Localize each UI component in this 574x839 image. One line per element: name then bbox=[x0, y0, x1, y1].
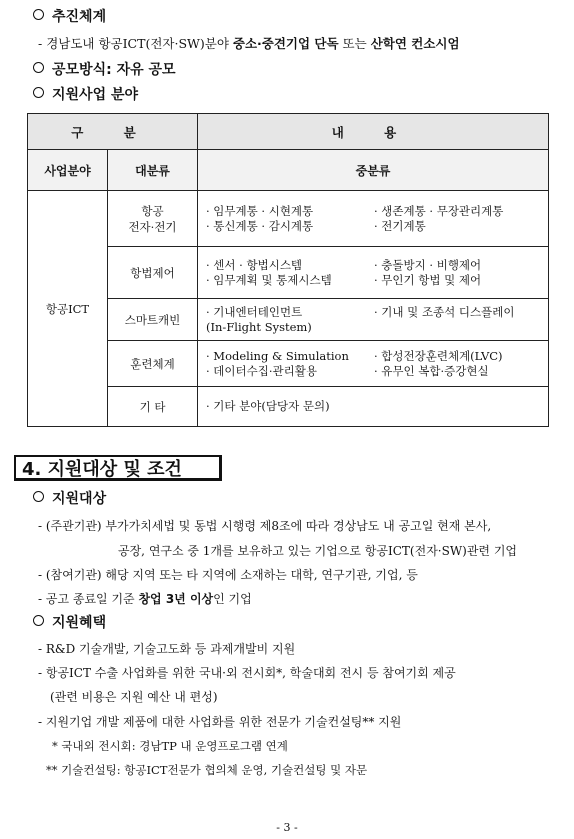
major-cell: 항법제어 bbox=[108, 247, 198, 299]
item-text: · 유무인 복합·증강현실 bbox=[374, 363, 489, 378]
line-text: 또는 bbox=[338, 36, 371, 51]
page-number: - 3 - bbox=[276, 821, 298, 834]
circle-bullet-icon bbox=[33, 87, 44, 98]
major-cell: 스마트캐빈 bbox=[108, 299, 198, 341]
heading-promotion-system bbox=[33, 6, 106, 26]
target-line bbox=[38, 590, 252, 607]
heading-text: 지원사업 분야 bbox=[52, 87, 139, 103]
support-field-table bbox=[27, 113, 549, 427]
item-text: · 통신계통 · 감시계통 bbox=[206, 218, 314, 233]
heading-text: 지원혜택 bbox=[52, 615, 107, 631]
circle-bullet-icon bbox=[33, 9, 44, 20]
item-text: · 임무계통 · 시현계통 bbox=[206, 203, 314, 218]
circle-bullet-icon bbox=[33, 615, 44, 626]
item-text: · 무인기 항법 및 제어 bbox=[374, 272, 482, 287]
header-content: 내 용 bbox=[198, 114, 549, 150]
item-text: · 합성전장훈련체계(LVC) bbox=[374, 348, 503, 363]
mid-cell bbox=[198, 247, 549, 299]
benefit-line: (관련 비용은 지원 예산 내 편성) bbox=[50, 690, 218, 704]
benefit-line: - 지원기업 개발 제품에 대한 사업화를 위한 전문가 기술컨설팅** 지원 bbox=[38, 715, 402, 729]
target-line: 공장, 연구소 중 1개를 보유하고 있는 기업으로 항공ICT(전자·SW)관련 기업 bbox=[118, 544, 518, 558]
heading-text: 공모방식: 자유 공모 bbox=[52, 62, 176, 78]
major-cell: 훈련체계 bbox=[108, 341, 198, 387]
table-subheader-row bbox=[28, 150, 549, 191]
item-text: · 전기계통 bbox=[374, 218, 426, 233]
item-text: · Modeling & Simulation bbox=[206, 348, 349, 363]
major-text: 항공 bbox=[141, 203, 164, 218]
mid-cell bbox=[198, 341, 549, 387]
item-text: · 생존계통 · 무장관리계통 bbox=[374, 203, 504, 218]
mid-cell bbox=[198, 387, 549, 427]
target-line: - (주관기관) 부가가치세법 및 동법 시행령 제8조에 따라 경상남도 내 공고일 현재 본사, bbox=[38, 519, 492, 533]
item-text: (In-Flight System) bbox=[206, 319, 312, 334]
header-major: 대분류 bbox=[108, 150, 198, 191]
major-cell: 기 타 bbox=[108, 387, 198, 427]
major-cell bbox=[108, 191, 198, 247]
table-header-row bbox=[28, 114, 549, 150]
benefit-line: - 항공ICT 수출 사업화를 위한 국내·외 전시회*, 학술대회 전시 등 참여기회 제공 bbox=[38, 666, 456, 680]
line-text: - 공고 종료일 기준 bbox=[38, 592, 139, 606]
circle-bullet-icon bbox=[33, 62, 44, 73]
item-text: · 기내 및 조종석 디스플레이 bbox=[374, 304, 515, 319]
header-gubun: 구 분 bbox=[28, 114, 198, 150]
item-text: · 기내엔터테인먼트 bbox=[206, 304, 303, 319]
line-bold-text: 중소·중견기업 단독 bbox=[232, 36, 339, 51]
mid-cell bbox=[198, 191, 549, 247]
item-text: · 기타 분야(담당자 문의) bbox=[206, 399, 330, 413]
heading-text: 추진체계 bbox=[52, 9, 107, 25]
header-field: 사업분야 bbox=[28, 150, 108, 191]
line-text: 인 기업 bbox=[213, 592, 252, 606]
line-bold-text: 산학연 컨소시엄 bbox=[370, 36, 460, 51]
table-row bbox=[28, 191, 549, 247]
benefit-line: - R&D 기술개발, 기술고도화 등 과제개발비 지원 bbox=[38, 642, 296, 656]
heading-recruit-method bbox=[33, 59, 176, 79]
item-text: · 센서 · 항법시스템 bbox=[206, 257, 303, 272]
target-line: - (참여기관) 해당 지역 또는 타 지역에 소재하는 대학, 연구기관, 기업, 등 bbox=[38, 568, 418, 582]
heading-support-field bbox=[33, 84, 138, 104]
header-mid: 중분류 bbox=[198, 150, 549, 191]
circle-bullet-icon bbox=[33, 491, 44, 502]
section-4-title: 4. 지원대상 및 조건 bbox=[14, 455, 222, 481]
heading-benefit bbox=[33, 612, 106, 632]
heading-target bbox=[33, 488, 106, 508]
field-cell: 항공ICT bbox=[28, 191, 108, 427]
benefit-note: * 국내외 전시회: 경남TP 내 운영프로그램 연계 bbox=[52, 739, 288, 753]
item-text: · 충돌방지 · 비행제어 bbox=[374, 257, 482, 272]
line-bold-text: 창업 3년 이상 bbox=[138, 592, 214, 606]
benefit-note: ** 기술컨설팅: 항공ICT전문가 협의체 운영, 기술컨설팅 및 자문 bbox=[46, 763, 368, 777]
major-text: 전자·전기 bbox=[128, 219, 177, 234]
mid-cell bbox=[198, 299, 549, 341]
heading-text: 지원대상 bbox=[52, 491, 107, 507]
item-text: · 임무계획 및 통제시스템 bbox=[206, 272, 332, 287]
line-text: - 경남도내 항공ICT(전자·SW)분야 bbox=[38, 36, 233, 51]
promotion-line bbox=[38, 34, 460, 52]
item-text: · 데이터수집·관리활용 bbox=[206, 363, 317, 378]
